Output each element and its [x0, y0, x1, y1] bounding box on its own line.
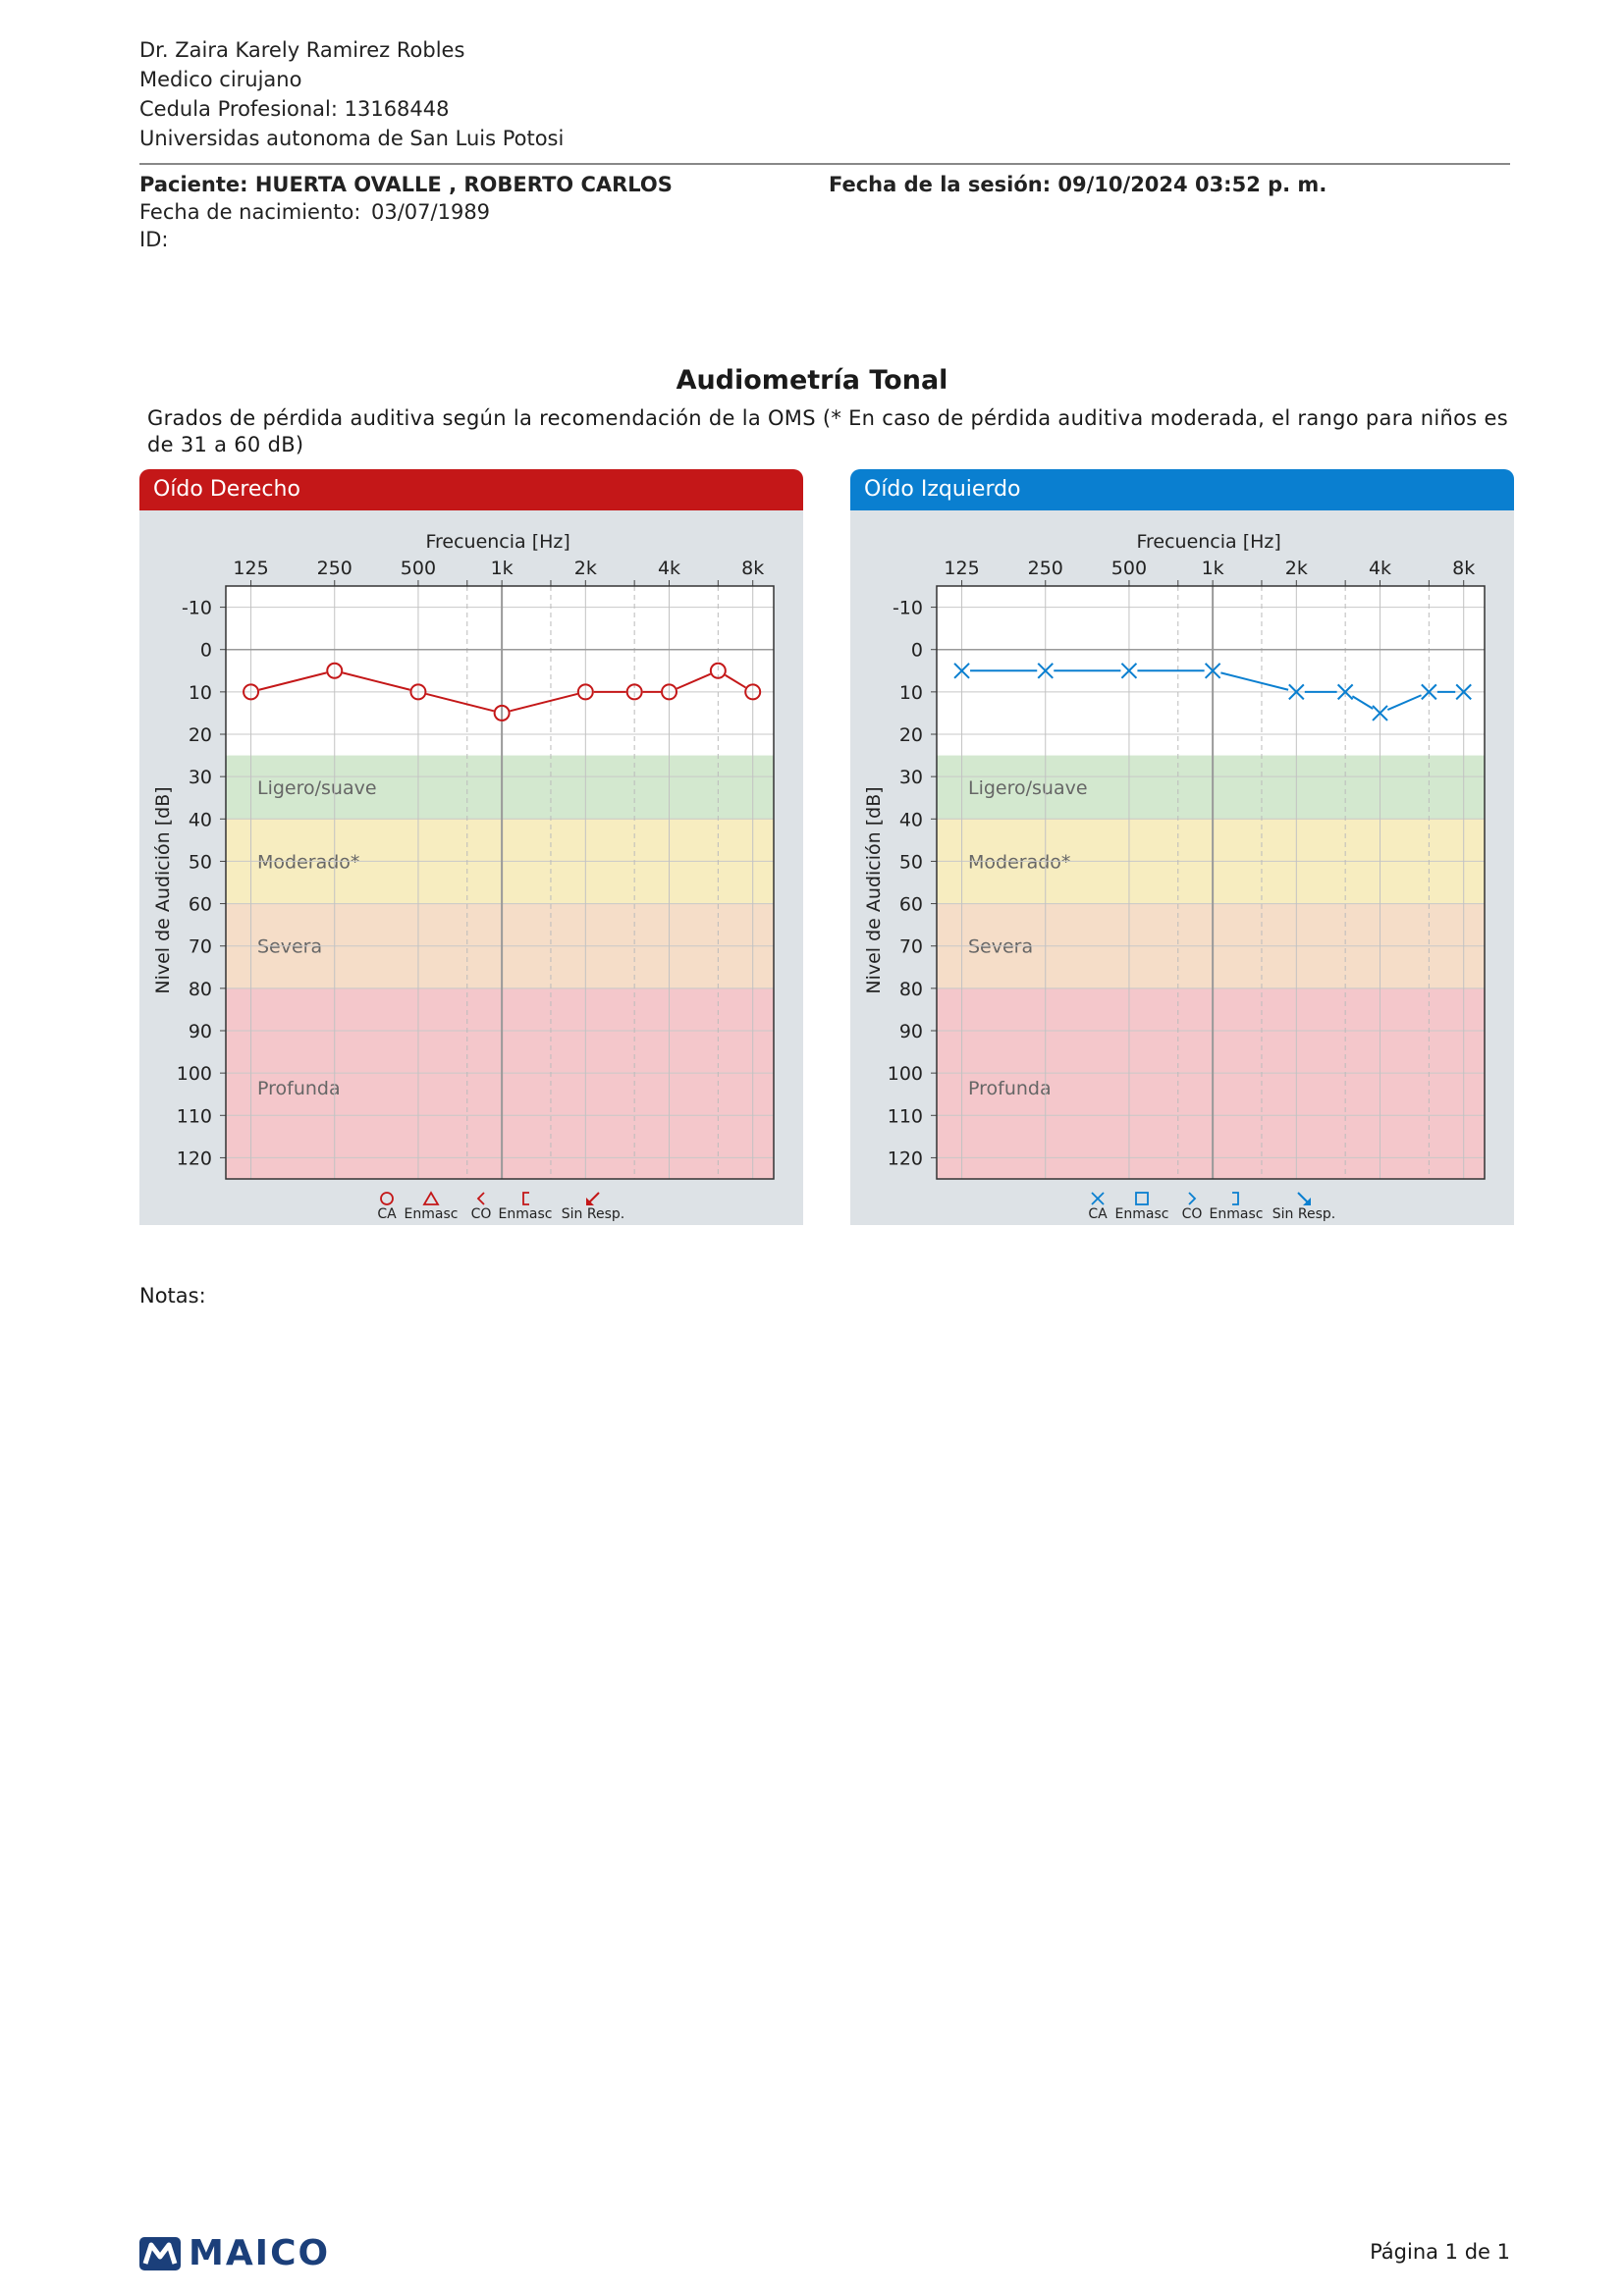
dob-value: 03/07/1989 — [371, 200, 491, 224]
y-tick-label: 60 — [188, 893, 212, 916]
y-tick-label: -10 — [181, 597, 212, 619]
legend-bc-symbol — [478, 1193, 484, 1204]
y-tick-label: 0 — [910, 639, 923, 662]
right-ear-panel-title: Oído Derecho — [139, 469, 803, 510]
legend-masked-ac-symbol — [1136, 1193, 1148, 1204]
y-tick-label: 40 — [898, 809, 923, 831]
session-date: Fecha de la sesión: 09/10/2024 03:52 p. m. — [829, 173, 1327, 196]
x-tick-label: 4k — [1368, 558, 1392, 579]
doctor-specialty: Medico cirujano — [139, 68, 302, 91]
y-tick-label: 50 — [898, 851, 923, 874]
x-tick-label: 8k — [741, 558, 765, 579]
legend-masked-ac-symbol — [424, 1193, 438, 1204]
y-tick-label: 110 — [176, 1105, 212, 1128]
doctor-university: Universidas autonoma de San Luis Potosi — [139, 127, 565, 150]
y-tick-label: 90 — [898, 1021, 923, 1042]
x-tick-label: 2k — [573, 558, 597, 579]
y-tick-label: 80 — [898, 978, 923, 1000]
legend-ca-symbol — [381, 1193, 393, 1204]
doctor-name: Dr. Zaira Karely Ramirez Robles — [139, 38, 465, 62]
y-tick-label: 100 — [887, 1063, 923, 1086]
y-tick-label: 80 — [188, 978, 212, 1000]
maico-logo — [139, 2233, 330, 2273]
x-tick-label: 8k — [1452, 558, 1476, 579]
severity-band-label: Ligero/suave — [968, 776, 1088, 799]
x-axis-label: Frecuencia [Hz] — [425, 531, 570, 553]
legend-label: Sin Resp. — [561, 1206, 625, 1222]
left-ear-audiogram — [850, 469, 1514, 1225]
x-tick-label: 2k — [1284, 558, 1308, 579]
x-tick-label: 250 — [316, 558, 352, 579]
y-tick-label: 100 — [176, 1063, 212, 1086]
x-tick-label: 1k — [1201, 558, 1224, 579]
y-tick-label: 90 — [188, 1021, 212, 1042]
severity-band-label: Profunda — [968, 1078, 1052, 1100]
right-ear-panel — [139, 469, 803, 1225]
y-tick-label: 110 — [887, 1105, 923, 1128]
right-ear-audiogram — [139, 469, 803, 1225]
y-tick-label: 30 — [188, 767, 212, 789]
severity-band-label: Moderado* — [257, 851, 360, 874]
legend-label: CO — [1181, 1206, 1203, 1222]
notes-label: Notas: — [139, 1284, 206, 1308]
patient-id-label: ID: — [139, 228, 169, 251]
legend-no-response-icon — [586, 1193, 599, 1205]
dob-label: Fecha de nacimiento: — [139, 200, 361, 224]
x-tick-label: 4k — [657, 558, 681, 579]
severity-band-label: Severa — [968, 935, 1034, 958]
legend-bc-symbol — [1189, 1193, 1195, 1204]
x-tick-label: 125 — [944, 558, 980, 579]
y-tick-label: 10 — [188, 681, 212, 704]
y-axis-label: Nivel de Audición [dB] — [863, 786, 885, 994]
legend-label: CO — [470, 1206, 492, 1222]
legend-ca-symbol — [1092, 1193, 1104, 1204]
y-tick-label: 20 — [898, 724, 923, 746]
left-ear-panel — [850, 469, 1514, 1225]
legend-label: CA — [1088, 1206, 1108, 1222]
y-tick-label: 0 — [199, 639, 212, 662]
y-tick-label: 20 — [188, 724, 212, 746]
y-tick-label: 50 — [188, 851, 212, 874]
severity-band-label: Ligero/suave — [257, 776, 377, 799]
page-number: Página 1 de 1 — [1370, 2240, 1510, 2264]
legend-masked-bc-symbol — [523, 1193, 529, 1204]
legend-no-response-icon — [1298, 1193, 1311, 1205]
severity-band-label: Moderado* — [968, 851, 1071, 874]
report-title: Audiometría Tonal — [676, 365, 948, 396]
y-tick-label: 120 — [887, 1148, 923, 1170]
legend-label: Enmasc — [498, 1206, 553, 1222]
x-axis-label: Frecuencia [Hz] — [1136, 531, 1281, 553]
y-axis-label: Nivel de Audición [dB] — [152, 786, 174, 994]
x-tick-label: 250 — [1027, 558, 1063, 579]
y-tick-label: 70 — [188, 935, 212, 958]
doctor-license: Cedula Profesional: 13168448 — [139, 97, 450, 121]
legend-masked-bc-symbol — [1232, 1193, 1238, 1204]
severity-band-label: Severa — [257, 935, 323, 958]
legend-label: Enmasc — [404, 1206, 459, 1222]
x-tick-label: 500 — [1110, 558, 1148, 579]
x-tick-label: 1k — [490, 558, 514, 579]
maico-logo-icon — [139, 2237, 181, 2270]
legend-label: Enmasc — [1114, 1206, 1169, 1222]
y-tick-label: 10 — [898, 681, 923, 704]
left-ear-panel-title: Oído Izquierdo — [850, 469, 1514, 510]
y-tick-label: 120 — [176, 1148, 212, 1170]
legend-label: Enmasc — [1209, 1206, 1264, 1222]
y-tick-label: -10 — [892, 597, 923, 619]
severity-band-label: Profunda — [257, 1078, 341, 1100]
x-tick-label: 500 — [400, 558, 437, 579]
header-divider — [139, 163, 1510, 165]
report-subtitle: Grados de pérdida auditiva según la recomendación de la OMS (* En caso de pérdida auditiva moderada, el rango para niños es de 31 a 60 dB) — [147, 406, 1508, 456]
patient-name: Paciente: HUERTA OVALLE , ROBERTO CARLOS — [139, 173, 673, 196]
y-tick-label: 30 — [898, 767, 923, 789]
legend-label: Sin Resp. — [1272, 1206, 1336, 1222]
y-tick-label: 70 — [898, 935, 923, 958]
legend-label: CA — [377, 1206, 397, 1222]
y-tick-label: 60 — [898, 893, 923, 916]
y-tick-label: 40 — [188, 809, 212, 831]
x-tick-label: 125 — [233, 558, 269, 579]
maico-logo-text: MAICO — [189, 2233, 331, 2273]
